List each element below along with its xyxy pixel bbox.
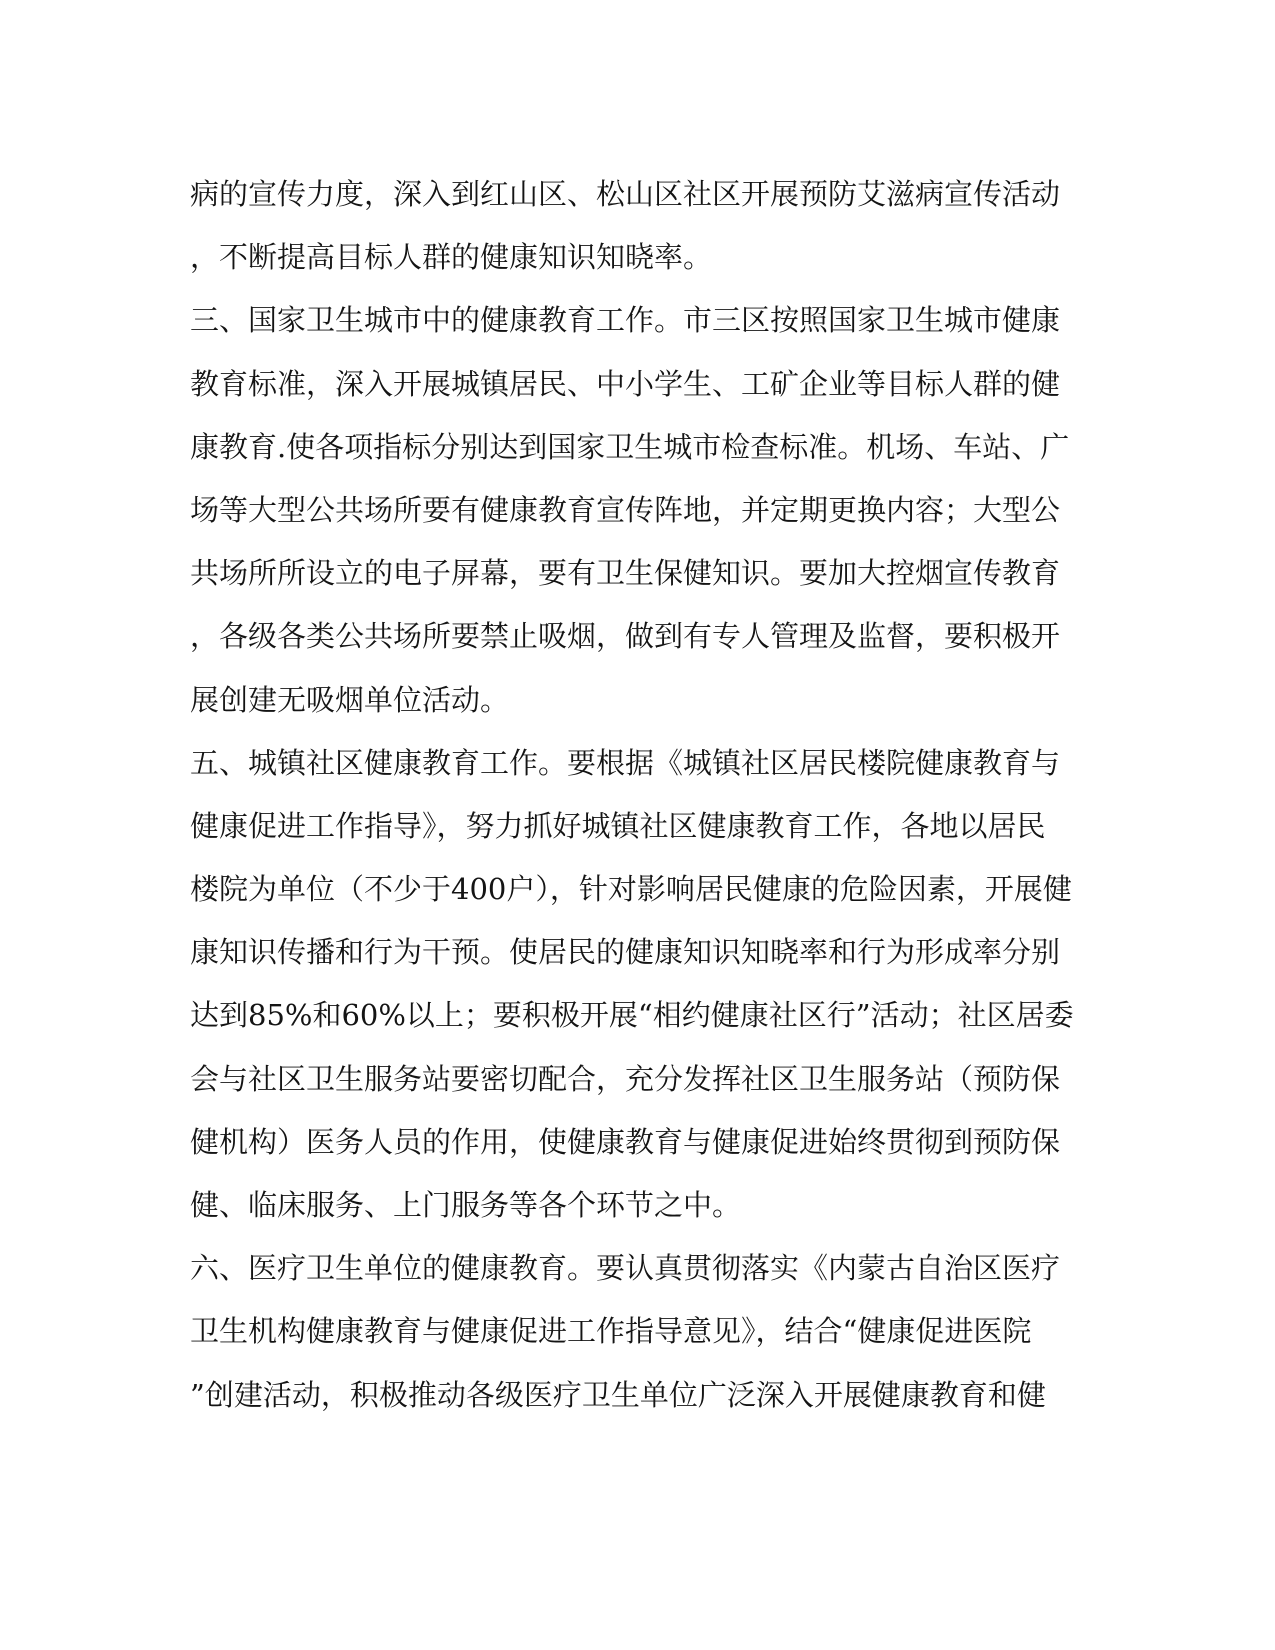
- text-line: 六、医疗卫生单位的健康教育。要认真贯彻落实《内蒙古自治区医疗: [190, 1251, 1061, 1286]
- text-line: 达到85%和60%以上；要积极开展“相约健康社区行”活动；社区居委: [190, 998, 1074, 1033]
- text-line: 楼院为单位（不少于400户），针对影响居民健康的危险因素，开展健: [190, 872, 1072, 907]
- text-line: ”创建活动，积极推动各级医疗卫生单位广泛深入开展健康教育和健: [190, 1377, 1046, 1412]
- text-line: 共场所所设立的电子屏幕，要有卫生保健知识。要加大控烟宣传教育: [190, 556, 1061, 591]
- text-line: 卫生机构健康教育与健康促进工作指导意见》，结合“健康促进医院: [190, 1314, 1032, 1349]
- text-line: 康知识传播和行为干预。使居民的健康知识知晓率和行为形成率分别: [190, 935, 1061, 970]
- body-text: [190, 163, 1090, 1427]
- text-line: 三、国家卫生城市中的健康教育工作。市三区按照国家卫生城市健康: [190, 303, 1061, 338]
- text-line: 健康促进工作指导》，努力抓好城镇社区健康教育工作，各地以居民: [190, 808, 1046, 843]
- text-line: 健、临床服务、上门服务等各个环节之中。: [190, 1188, 742, 1222]
- text-line: ，不断提高目标人群的健康知识知晓率。: [190, 240, 713, 275]
- text-line: 五、城镇社区健康教育工作。要根据《城镇社区居民楼院健康教育与: [190, 745, 1061, 780]
- text-line: ，各级各类公共场所要禁止吸烟，做到有专人管理及监督，要积极开: [190, 619, 1061, 654]
- text-line: 康教育.使各项指标分别达到国家卫生城市检查标准。机场、车站、广: [190, 429, 1070, 464]
- text-line: 场等大型公共场所要有健康教育宣传阵地，并定期更换内容；大型公: [190, 492, 1061, 527]
- text-line: 展创建无吸烟单位活动。: [190, 682, 510, 717]
- text-line: 会与社区卫生服务站要密切配合，充分发挥社区卫生服务站（预防保: [190, 1061, 1061, 1096]
- text-line: 健机构）医务人员的作用，使健康教育与健康促进始终贯彻到预防保: [190, 1124, 1061, 1159]
- text-line: 教育标准，深入开展城镇居民、中小学生、工矿企业等目标人群的健: [190, 366, 1061, 401]
- text-line: 病的宣传力度，深入到红山区、松山区社区开展预防艾滋病宣传活动: [190, 177, 1061, 211]
